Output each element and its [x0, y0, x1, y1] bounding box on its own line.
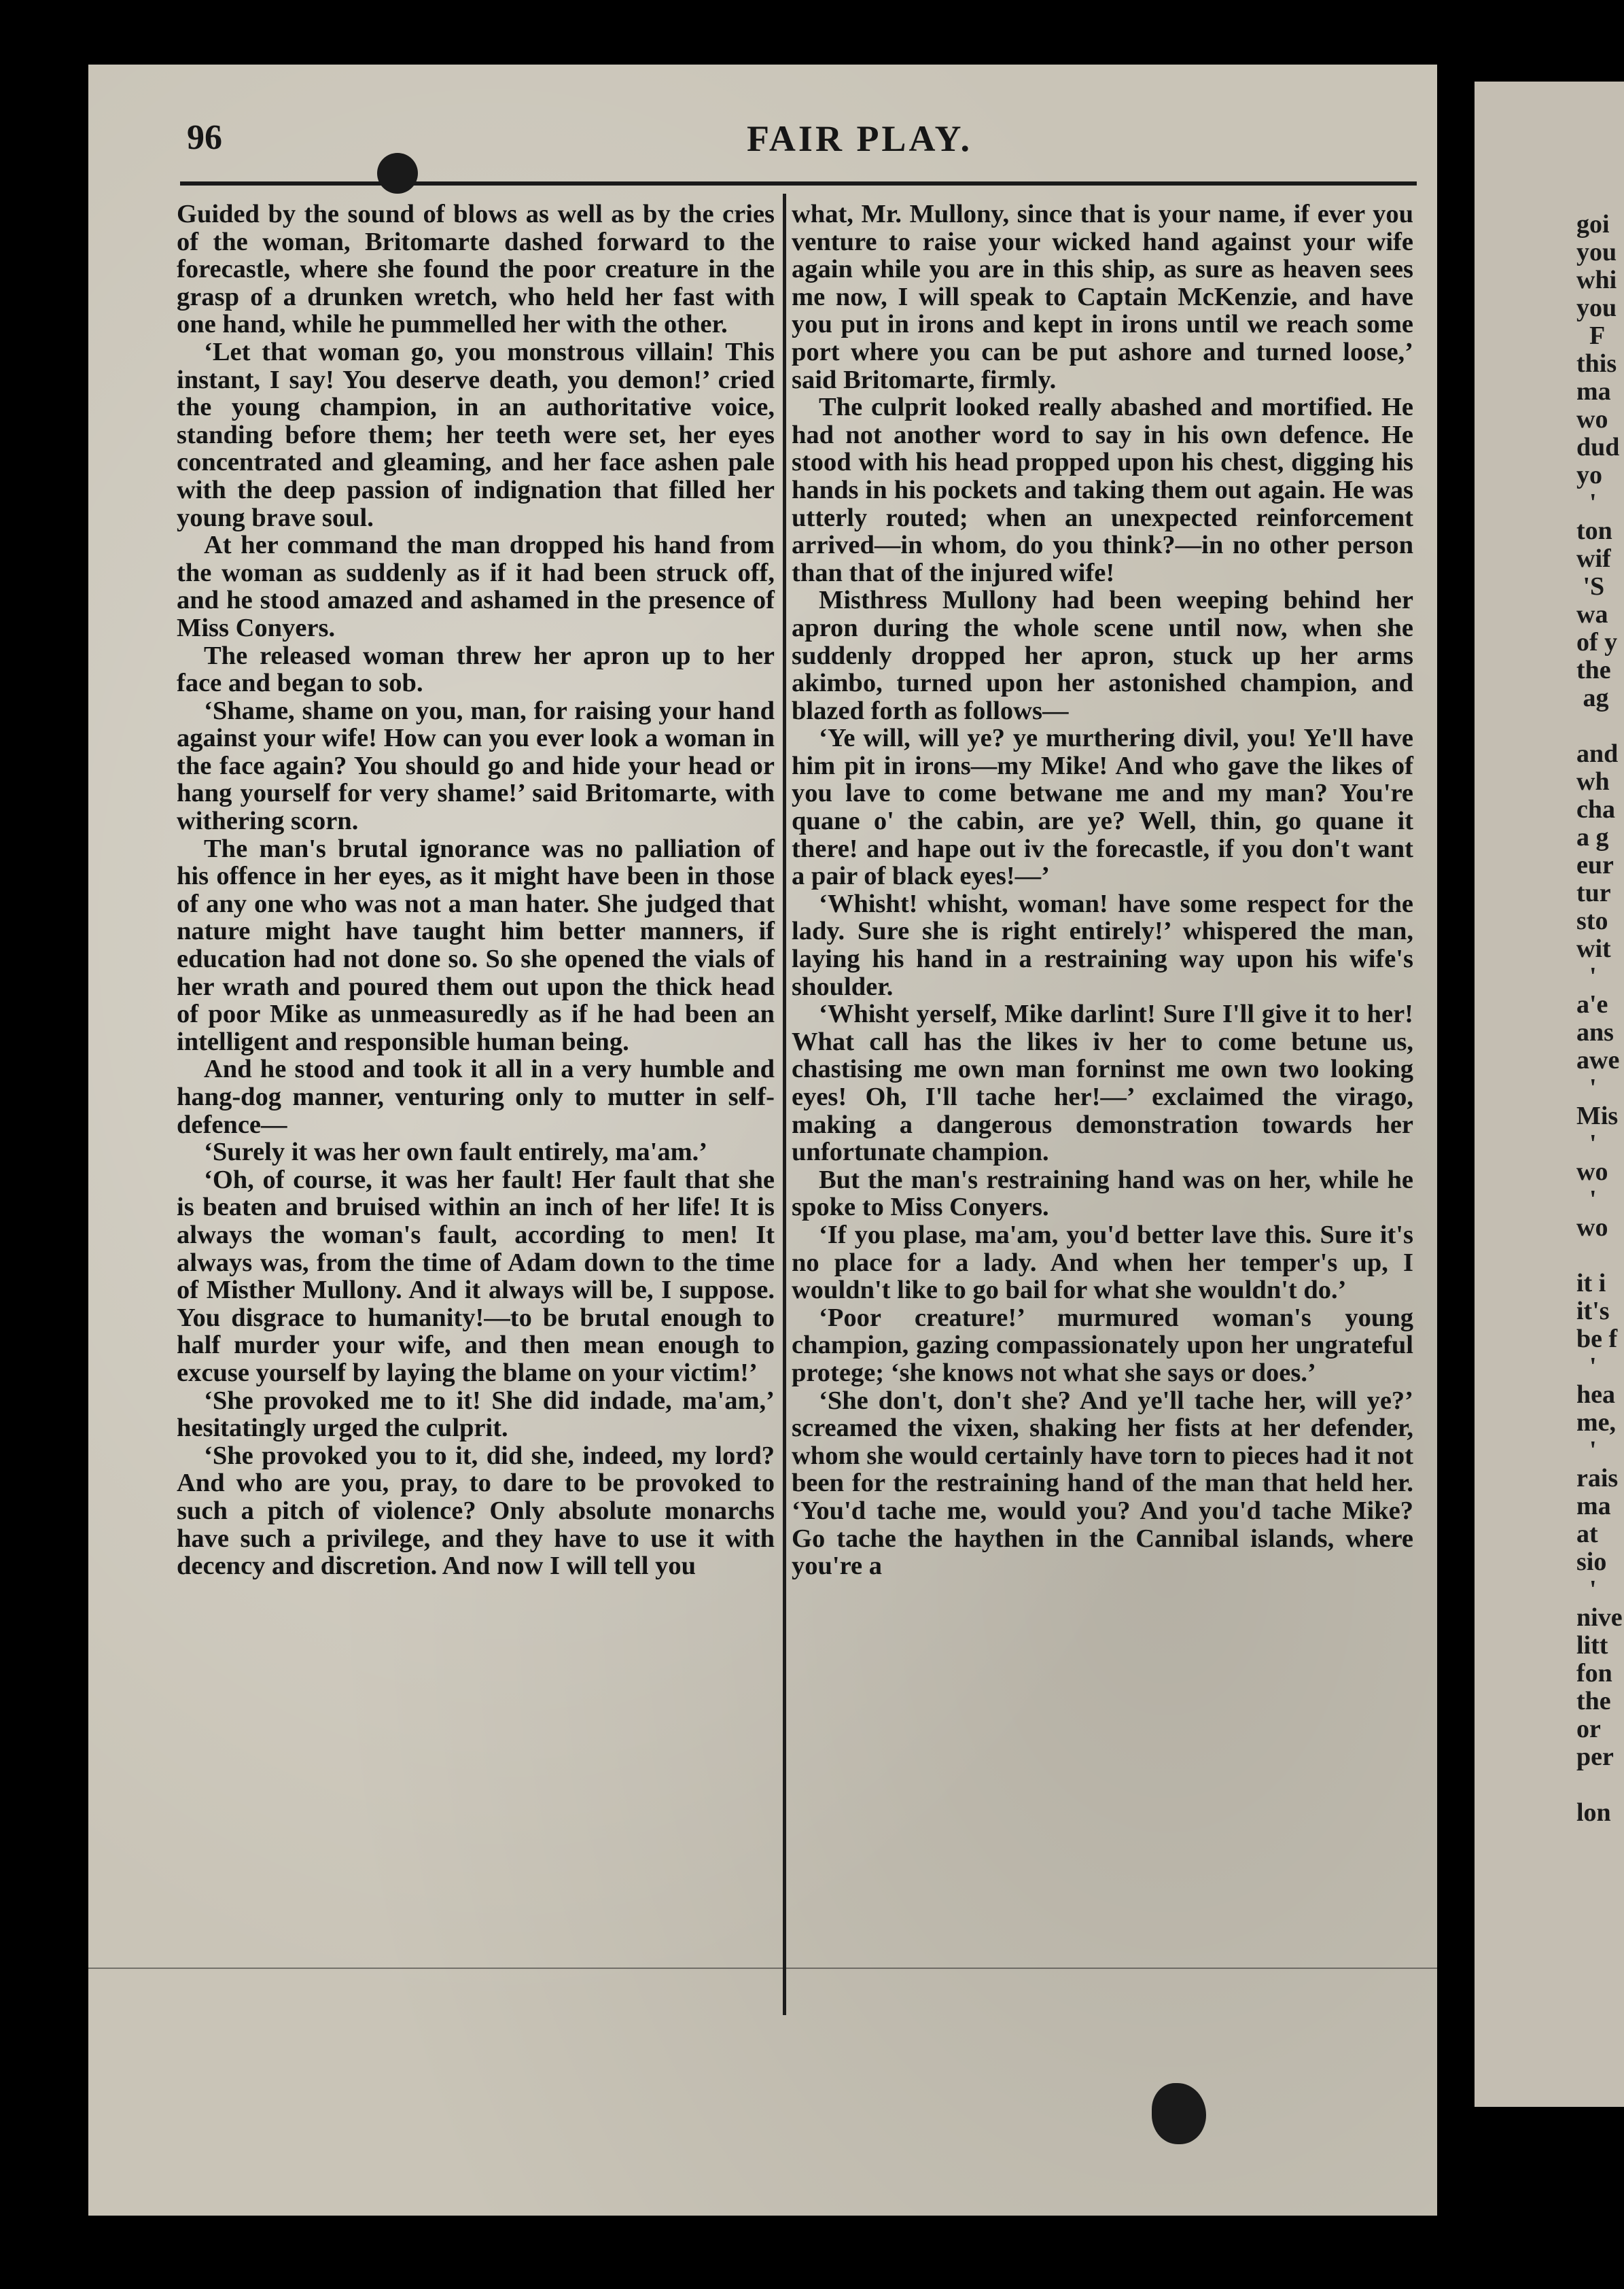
- book-page: [88, 65, 1437, 2216]
- paragraph: ‘Ye will, will ye? ye murthering divil, you! Ye'll have him pit in irons—my Mike! And who gave the likes of you lave to come betwane me and my man? You're quane o' the cabin, are ye? Well, thin, go quane it there! and hape out iv the forecastle, if you don't want a pair of black eyes!—’: [792, 724, 1413, 891]
- paragraph: The culprit looked really abashed and mortified. He had not another word to say in his own defence. He stood with his head propped upon his chest, digging his hands in his pockets and taking them out again. He was utterly routed; when an unexpected reinforcement arrived—in whom, do you think?—in no other person than that of the injured wife!: [792, 393, 1413, 587]
- paragraph: ‘Shame, shame on you, man, for raising your hand against your wife! How can you ever look a woman in the face again? You should go and hide your head or hang yourself for very shame!’ said Britomarte, with withering scorn.: [177, 696, 775, 836]
- paragraph: But the man's restraining hand was on her, while he spoke to Miss Conyers.: [792, 1165, 1413, 1222]
- column-divider: [783, 194, 786, 2015]
- scan-crease: [88, 1968, 1437, 1969]
- paragraph: ‘Whisht yerself, Mike darlint! Sure I'll give it to her! What call has the likes iv her to come betune us, chastising me own man forninst me own two looking eyes! Oh, I'll tache her!—’ exclaimed the virago, making a dangerous demonstration towards her unfortunate champion.: [792, 1000, 1413, 1167]
- paragraph: Misthress Mullony had been weeping behind her apron during the whole scene until now, when she suddenly dropped her apron, stuck up her arms akimbo, turned upon her astonished champion, and blazed forth as follows—: [792, 586, 1413, 725]
- paragraph: ‘Oh, of course, it was her fault! Her fault that she is beaten and bruised within an inch of her life! It is always the woman's fault, according to men! It always was, from the time of Adam down to the time of Misther Mullony. And it always will be, I suppose. You disgrace to humanity!—to be brutal enough to half murder your wife, and then mean enough to excuse yourself by laying the blame on your victim!’: [177, 1165, 775, 1387]
- paragraph: ‘Let that woman go, you monstrous villain! This instant, I say! You deserve death, you demon!’ cried the young champion, in an authoritative voice, standing before them; her teeth were set, her eyes concentrated and gleaming, and her face ashen pale with the deep passion of indignation that filled her young brave soul.: [177, 337, 775, 532]
- paragraph: what, Mr. Mullony, since that is your name, if ever you venture to raise your wicked hand against your wife again while you are in this ship, as sure as heaven sees me now, I will speak to Captain McKenzie, and have you put in irons and kept in irons until we reach some port where you can be put ashore and turned loose,’ said Britomarte, firmly.: [792, 200, 1413, 394]
- paragraph: ‘She don't, don't she? And ye'll tache her, will ye?’ screamed the vixen, shaking her fists at her defender, whom she would certainly have torn to pieces had it not been for the restraining hand of the man that held her. ‘You'd tache me, would you? And you'd tache Mike? Go tache the haythen in the Cannibal islands, where you're a: [792, 1386, 1413, 1581]
- page-number: 96: [187, 118, 222, 157]
- ink-blot: [377, 153, 418, 194]
- paragraph: The man's brutal ignorance was no palliation of his offence in her eyes, as it might have been in those of any one who was not a man hater. She judged that nature might have taught him better manners, if education had not done so. So she opened the vials of her wrath and poured them out upon the thick head of poor Mike as unmeasuredly as if he had been an intelligent and responsible human being.: [177, 834, 775, 1056]
- paragraph: ‘Surely it was her own fault entirely, ma'am.’: [204, 1138, 708, 1167]
- page-header: [187, 118, 1424, 172]
- paragraph: ‘She provoked you to it, did she, indeed, my lord? And who are you, pray, to dare to be provoked to such a pitch of violence? Only absolute monarchs have such a privilege, and they have to use it with decency and discretion. And now I will tell you: [177, 1441, 775, 1581]
- facing-page-text: goi you whi you F this ma wo dud yo ' ton wif 'S wa of y the ag and wh cha a g eur tur sto wit ' a'e ans awe ' Mis ' wo ' wo it i it's be f ' hea me, ' rais ma at sio ' nive litt fon the or per lon: [1576, 210, 1623, 1827]
- facing-page-edge: [1475, 82, 1624, 2107]
- paragraph: The released woman threw her apron up to her face and began to sob.: [177, 641, 775, 698]
- header-rule: [180, 181, 1417, 186]
- paragraph: ‘She provoked me to it! She did indade, ma'am,’ hesitatingly urged the culprit.: [177, 1386, 775, 1443]
- paragraph: Guided by the sound of blows as well as by the cries of the woman, Britomarte dashed forward to the forecastle, where she found the poor creature in the grasp of a drunken wretch, who held her fast with one hand, while he pummelled her with the other.: [177, 200, 775, 339]
- paragraph: ‘Poor creature!’ murmured woman's young champion, gazing compassionately upon her ungrateful protege; ‘she knows not what she says or does.’: [792, 1303, 1413, 1387]
- left-column: [177, 200, 775, 1580]
- paragraph: ‘If you plase, ma'am, you'd better lave this. Sure it's no place for a lady. And when her temper's up, I wouldn't like to go bail for what she wouldn't do.’: [792, 1220, 1413, 1305]
- paragraph: And he stood and took it all in a very humble and hang-dog manner, venturing only to mutter in self-defence—: [177, 1055, 775, 1139]
- right-column: [792, 200, 1413, 1580]
- ink-blot: [1152, 2083, 1206, 2144]
- paragraph: At her command the man dropped his hand from the woman as suddenly as if it had been struck off, and he stood amazed and ashamed in the presence of Miss Conyers.: [177, 531, 775, 642]
- running-title: FAIR PLAY.: [746, 118, 973, 159]
- paragraph: ‘Whisht! whisht, woman! have some respect for the lady. Sure she is right entirely!’ whispered the man, laying his hand in a restraining way upon his wife's shoulder.: [792, 889, 1413, 1001]
